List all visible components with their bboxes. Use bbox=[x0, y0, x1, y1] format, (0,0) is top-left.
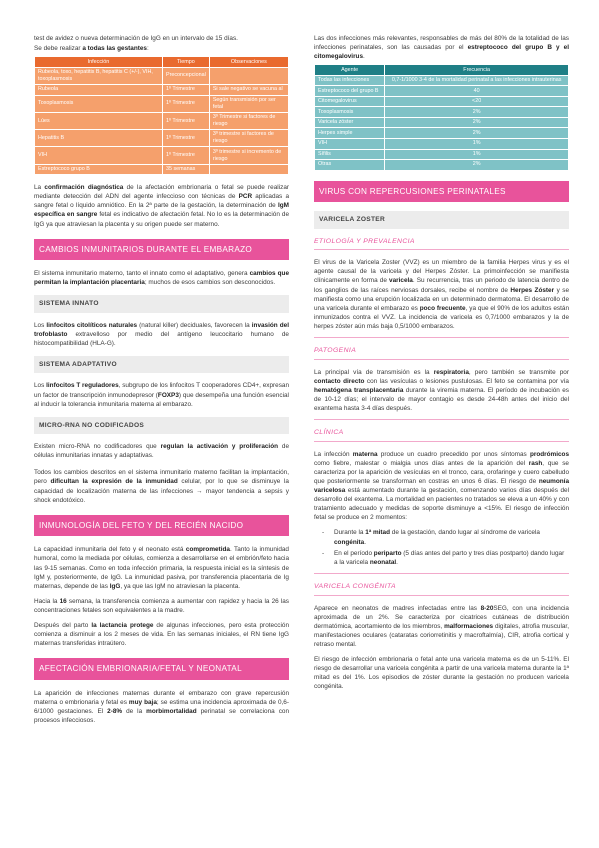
table-row bbox=[35, 164, 289, 175]
table-cell: Rubeola, toxo, hepatitis B, hepatitis C (+/-), VIH, toxoplasmosis bbox=[35, 67, 163, 84]
intro-text: test de avidez o nueva determinación de IgG en un intervalo de 15 días. bbox=[34, 35, 238, 42]
table-cell: VIH bbox=[315, 139, 385, 150]
patogenia-paragraph: La principal vía de transmisión es la respiratoria, pero también se transmite por contacto directo con las vesículas o lesiones pustulosas. El feto se contamina por vía hematógena transplacentaria durante la viremia materna. El período de incubación es de 10-12 días; el intervalo de mayor contagio es desde 24-48h antes del inicio del exantema hasta 3-4 días después. bbox=[314, 368, 569, 412]
table-row bbox=[315, 139, 569, 150]
diagnosis-paragraph: La confirmación diagnóstica de la afectación embrionaria o fetal se puede realizar mediante detección del ADN del agente infeccioso con técnicas de PCR aplicadas a sangre fetal o líquido amniótico. En la 2ª parte de la gestación, la determinación de IgM específica en sangre fetal es indicativo de afectación fetal. No lo es la determinación de IgG ya que atraviesan la placenta y su origen puede ser materno. bbox=[34, 184, 290, 228]
intro-text-2: Se debe realizar a todas las gestantes: bbox=[34, 45, 149, 53]
table-cell: 3º trimestre si incremento de riesgo bbox=[209, 147, 288, 164]
table-row bbox=[35, 67, 289, 84]
table-cell: Citomegalovirus bbox=[315, 96, 385, 107]
section-header-inmunologia: INMUNOLOGÍA DEL FETO Y DEL RECIÉN NACIDO bbox=[34, 515, 289, 537]
table-cell bbox=[209, 67, 288, 84]
table-cell: Según transmisión por ser fetal bbox=[209, 95, 288, 112]
table-cell: 1% bbox=[385, 139, 569, 150]
table-cell: 2% bbox=[385, 160, 569, 171]
subheader-etiologia: ETIOLOGÍA Y PREVALENCIA bbox=[314, 237, 569, 251]
table-cell: Si sale negativo se vacuna al bbox=[209, 85, 288, 96]
table-cell: Lúes bbox=[35, 112, 163, 129]
table-cell bbox=[209, 164, 288, 175]
table-cell: 3º trimestre si factores de riesgo bbox=[209, 130, 288, 147]
todos-paragraph: Todos los cambios descritos en el sistema inmunitario materno facilitan la implantación, pero dificultan la expresión de la inmunidad celular, por lo que se disminuye la capacidad de localización materna de las infecciones → mayor tendencia a sepsis y shock endotóxico. bbox=[34, 469, 289, 504]
divider bbox=[314, 337, 569, 338]
table-cell: Sífilis bbox=[315, 149, 385, 160]
list-item: - Durante la 1ª mitad de la gestación, dando lugar al síndrome de varicela congénita. bbox=[326, 528, 569, 546]
table-row bbox=[315, 128, 569, 139]
divider bbox=[314, 573, 569, 574]
frequency-table bbox=[314, 64, 569, 170]
table-cell: 1º Trimestre bbox=[162, 147, 209, 164]
table-cell: 2% bbox=[385, 107, 569, 118]
table-cell: 35 semanas bbox=[162, 164, 209, 175]
divider bbox=[314, 419, 569, 420]
table-cell: Estreptococo grupo B bbox=[35, 164, 163, 175]
inmunologia-paragraph-2: Hacia la 16 semana, la transferencia comienza a aumentar con rapidez y hacia la 26 las concentraciones fetales son equivalentes a la madre. bbox=[34, 597, 289, 614]
table-cell: 1º Trimestre bbox=[162, 85, 209, 96]
right-column bbox=[314, 34, 569, 697]
subheader-congenita: VARICELA CONGÉNITA bbox=[314, 582, 569, 596]
table-cell: Hepatitis B bbox=[35, 130, 163, 147]
section-header-cambios: CAMBIOS INMUNITARIOS DURANTE EL EMBARAZO bbox=[34, 239, 289, 261]
section-header-adaptativo: SISTEMA ADAPTATIVO bbox=[34, 356, 289, 373]
table-cell: 1% bbox=[385, 149, 569, 160]
table-cell: Preconcepcional bbox=[162, 67, 209, 84]
table-cell: 2% bbox=[385, 117, 569, 128]
section-header-varicela: VARICELA ZOSTER bbox=[314, 211, 569, 228]
table-row bbox=[35, 95, 289, 112]
innato-paragraph: Los linfocitos citolíticos naturales (natural killer) deciduales, favorecen la invasión del trofoblasto extravelloso por medio del antígeno leucocitario humano de histocompatibilidad (HLA-G). bbox=[34, 321, 289, 348]
table-cell: 1º Trimestre bbox=[162, 95, 209, 112]
section-header-virus: VIRUS CON REPERCUSIONES PERINATALES bbox=[314, 181, 569, 203]
table-row bbox=[315, 96, 569, 107]
adaptativo-paragraph: Los linfocitos T reguladores, subgrupo de los linfocitos T cooperadores CD4+, expresan un factor de transcripción inmunodepresor (FOXP3) que desempeña una función esencial al inducir la tolerancia inmunitaria materna al embarazo. bbox=[34, 382, 289, 408]
left-column bbox=[34, 34, 289, 731]
table-row bbox=[315, 86, 569, 97]
table-cell: 2% bbox=[385, 128, 569, 139]
clinica-paragraph: La infección materna produce un cuadro precedido por unos síntomas prodrómicos como fiebre, malestar o mialgia unos días antes de la aparición del rash, que se caracteriza por la aparición de vesículas en el tronco, cara, orofaringe y cuero cabelludo que posteriormente se transforman en costras en unos 6 días. El riesgo de neumonía varicelosa está aumentado durante la gestación, comenzando varios días después del desarrollo del exantema. La mortalidad en pacientes no tratados se eleva a un 40% y con tratamiento adecuado y medidas de soporte disminuye a <15%. El riesgo de infección fetal se produce en 2 momentos: bbox=[314, 450, 569, 522]
inmunologia-paragraph-1: La capacidad inmunitaria del feto y el neonato está comprometida. Tanto la inmunidad humoral, como la mediada por células, comienza a desarrollarse en el embrión/feto hacia las 9-15 semanas. Como en toda infección primaria, la respuesta inicial es la síntesis de IgM y, posteriormente, de IgG. La inmunidad pasiva, por transferencia placentaria de Ig maternas, depende de las IgG, ya que las IgM no atraviesan la placenta. bbox=[34, 546, 289, 590]
table-cell: 1º Trimestre bbox=[162, 130, 209, 147]
screening-table bbox=[34, 56, 289, 175]
table-header-cell: Agente bbox=[315, 65, 385, 76]
table-row bbox=[35, 130, 289, 147]
table-cell: 1º Trimestre bbox=[162, 112, 209, 129]
table-header-cell: Observaciones bbox=[209, 57, 288, 68]
congenita-paragraph: Aparece en neonatos de madres infectadas entre las 8-20SEG, con una incidencia aproximada de un 2%. Se caracteriza por cicatrices cutáneas de distribución dermatómica, acortamiento de los miembros, malformaciones digitales, atrofia muscular, manifestaciones oculares (cataratas coriorretinitis y macroftalmía), CIR, atrofia cortical y retraso mental. bbox=[314, 604, 569, 648]
table-row bbox=[315, 149, 569, 160]
table-cell: Todas las infecciones bbox=[315, 75, 385, 86]
table-row bbox=[35, 147, 289, 164]
table-cell: VIH bbox=[35, 147, 163, 164]
etiologia-paragraph: El virus de la Varicela Zoster (VVZ) es un miembro de la familia Herpes virus y es el agente causal de la varicela y del Herpes Zóster. La primoinfección se manifiesta clínicamente en forma de varicela. Su recurrencia, tras un periodo de latencia dentro de los ganglios de las raíces nerviosas dorsales, recibe el nombre de Herpes Zóster y se manifiesta como una erupción localizada en un determinado dermatoma. El desarrollo de una varicela durante el embarazo es poco frecuente, ya que el 90% de los adultos están inmunizados contra el VVZ. La incidencia de varicela es 0,7/1000 embarazos y la de herpes zóster aún más baja 0,5/1000 embarazos. bbox=[314, 259, 570, 330]
afectacion-paragraph: La aparición de infecciones maternas durante el embarazo con grave repercusión materna o embrionaria y fetal es muy baja; se estima una incidencia aproximada de 0,6- 6/1000 gestaciones. El 2-8% de la morbimortalidad perinatal se correlaciona con procesos infecciosos. bbox=[34, 689, 289, 725]
table-cell: Otras bbox=[315, 160, 385, 171]
table-cell: <20 bbox=[385, 96, 569, 107]
table-row bbox=[35, 112, 289, 129]
section-header-mirna: MICRO-RNA NO CODIFICADOS bbox=[34, 417, 289, 434]
table-cell: Toxoplasmosis bbox=[315, 107, 385, 118]
table-row bbox=[315, 160, 569, 171]
cambios-paragraph: El sistema inmunitario materno, tanto el innato como el adaptativo, genera cambios que permitan la implantación placentaria; muchos de esos cambios son desconocidos. bbox=[34, 270, 289, 287]
table-header-cell: Tiempo bbox=[162, 57, 209, 68]
risk-list bbox=[326, 528, 569, 566]
list-item: - En el período periparto (5 días antes del parto y tres días postparto) dando lugar a la varicela neonatal. bbox=[326, 549, 569, 567]
table-cell: Toxoplasmosis bbox=[35, 95, 163, 112]
inmunologia-paragraph-3: Después del parto la lactancia protege de algunas infecciones, pero esta protección comienza a disminuir a los 2 meses de vida. En las semanas iniciales, el RN tiene IgG maternas transferidas intraútero. bbox=[34, 621, 289, 648]
subheader-patogenia: PATOGENIA bbox=[314, 346, 569, 360]
table-cell: 40 bbox=[385, 86, 569, 97]
table-cell: 3º Trimestre si factores de riesgo bbox=[209, 112, 288, 129]
table-header-cell: Infección bbox=[35, 57, 163, 68]
table-cell: Estreptococo del grupo B bbox=[315, 86, 385, 97]
table-row bbox=[35, 85, 289, 96]
subheader-clinica: CLÍNICA bbox=[314, 428, 569, 442]
mirna-paragraph: Existen micro-RNA no codificadores que regulan la activación y proliferación de células inmunitarias innatas y adaptativas. bbox=[34, 443, 289, 460]
table-cell: Herpes simple bbox=[315, 128, 385, 139]
table-row bbox=[315, 107, 569, 118]
top-paragraph: Las dos infecciones más relevantes, responsables de más del 80% de la totalidad de las infecciones perinatales, son las causadas por el estreptococo del grupo B y el citomegalovirus. bbox=[314, 35, 569, 61]
table-cell: Varicela zóster bbox=[315, 117, 385, 128]
section-header-afectacion: AFECTACIÓN EMBRIONARIA/FETAL Y NEONATAL bbox=[34, 658, 289, 680]
congenita-paragraph-2: El riesgo de infección embrionaria o fetal ante una varicela materna es de un 5-11%. El riesgo de desarrollar una varicela congénita a partir de una varicela materna durante la 1ª mitad es del 1%. Los episodios de zóster durante la gestación no producen varicela congénita. bbox=[314, 655, 569, 691]
table-header-cell: Frecuencia bbox=[385, 65, 569, 76]
table-cell: Rubeola bbox=[35, 85, 163, 96]
section-header-innato: SISTEMA INNATO bbox=[34, 295, 289, 312]
table-cell: 0,7-1/1000 3-4 de la mortalidad perinatal a las infecciones intrauterinas bbox=[385, 75, 569, 86]
table-row bbox=[315, 75, 569, 86]
table-row bbox=[315, 117, 569, 128]
